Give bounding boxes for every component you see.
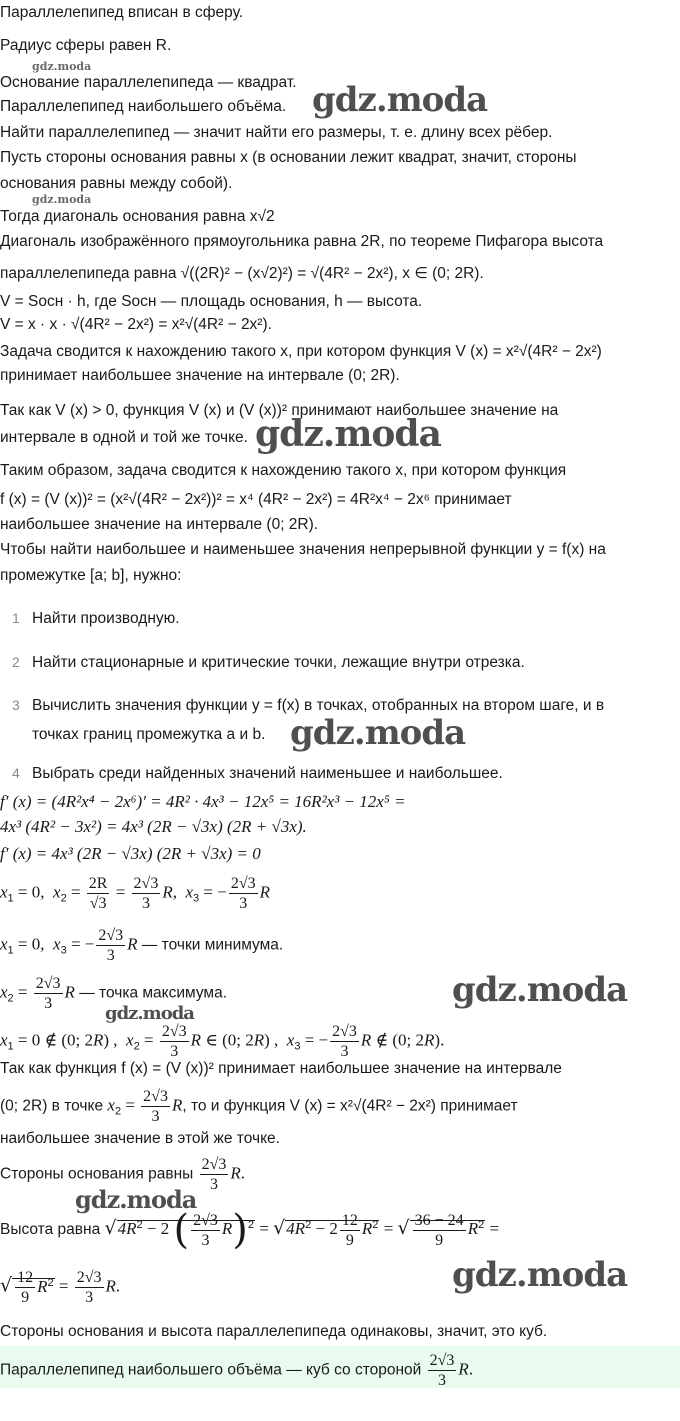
sides-line: Стороны основания равны $\frac{2√3}{3}$ R.: [0, 1156, 246, 1193]
interval-line: $x_1 = 0$ ∉ (0; 2R) , $x_2$ = $\frac{2√3}{3}$ R ∈ (0; 2R) , $x_3$ = − $\frac{2√3}{3}$ R ∉ (0; 2R).: [0, 1023, 445, 1060]
watermark-logo: gdz.moda: [105, 1003, 194, 1024]
text-line: Задача сводится к нахождению такого x, при котором функция V (x) = x²√(4R² − 2x²): [0, 343, 602, 360]
text-line: Основание параллелепипеда — квадрат.: [0, 74, 297, 91]
step-number: 1: [12, 610, 20, 626]
fraction: $\frac{2√3}{3}$: [332, 1023, 357, 1060]
step-text: точках границ промежутка a и b.: [32, 726, 266, 743]
text-line: Радиус сферы равен R.: [0, 37, 172, 54]
text-line: V = x · x · √(4R² − 2x²) = x²√(4R² − 2x²).: [0, 316, 272, 333]
text-line: Найти параллелепипед — значит найти его размеры, т. е. длину всех рёбер.: [0, 124, 553, 141]
height-line: Высота равна $√4R^2 - 2$ ( $\frac{2√3}{3}$ $R)^2 = √4R^2 - 2$ $\frac{12}{9}$ $R^2$ = √ $\frac{36 - 24}{9}$ $R^2$ =: [0, 1207, 500, 1253]
fraction: $\frac{2√3}{3}$: [76, 1269, 102, 1306]
watermark-logo: gdz.moda: [452, 1255, 628, 1295]
watermark-logo: gdz.moda: [75, 1185, 197, 1214]
fraction: $\frac{2√3}{3}$: [230, 875, 256, 912]
step-text: Вычислить значения функции y = f(x) в точках, отобранных на втором шаге, и в: [32, 697, 605, 714]
text-line: Параллелепипед наибольшего объёма.: [0, 98, 287, 115]
step-text: Найти производную.: [32, 610, 180, 627]
text-line: Таким образом, задача сводится к нахождению такого x, при котором функция: [0, 462, 567, 479]
watermark-logo: gdz.moda: [32, 60, 92, 73]
step-text: Найти стационарные и критические точки, лежащие внутри отрезка.: [32, 654, 525, 671]
text-line: принимает наибольшее значение на интервале (0; 2R).: [0, 367, 400, 384]
fraction: $\frac{12}{9}$: [17, 1269, 34, 1306]
text-line: V = Sосн · h, где Sосн — площадь основания, h — высота.: [0, 293, 423, 310]
fraction: $\frac{2√3}{3}$: [133, 875, 159, 912]
text-line: промежутке [a; b], нужно:: [0, 567, 182, 584]
text-line: Так как функция f (x) = (V (x))² принимает наибольшее значение на интервале: [0, 1060, 562, 1077]
maximum-line: $x_2$ = $\frac{2√3}{3}$ R — точка максимума.: [0, 975, 228, 1012]
minimum-line: $x_1 = 0$, $x_3$ = − $\frac{2√3}{3}$ R — точки минимума.: [0, 927, 284, 964]
text-line: (0; 2R) в точке $x_2$ = $\frac{2√3}{3}$ R, то и функция V (x) = x²√(4R² − 2x²) принимает: [0, 1088, 518, 1125]
text-line: Так как V (x) > 0, функция V (x) и (V (x))² принимают наибольшее значение на: [0, 402, 559, 419]
step-number: 2: [12, 654, 20, 670]
text-line: Параллелепипед вписан в сферу.: [0, 4, 244, 21]
watermark-logo: gdz.moda: [255, 413, 441, 455]
step-number: 3: [12, 697, 20, 713]
fraction: $\frac{2√3}{3}$: [98, 927, 124, 964]
formula-line: f′ (x) = 4x³ (2R − √3x) (2R + √3x) = 0: [0, 844, 261, 863]
watermark-logo: gdz.moda: [32, 193, 92, 206]
text-line: f (x) = (V (x))² = (x²√(4R² − 2x²))² = x⁴ (4R² − 2x²) = 4R²x⁴ − 2x⁶ принимает: [0, 491, 512, 508]
height-result-line: √ $\frac{12}{9}$ $R^2$ = $\frac{2√3}{3}$ R.: [0, 1269, 121, 1306]
step-number: 4: [12, 765, 20, 781]
fraction: $\frac{2√3}{3}$: [429, 1352, 455, 1389]
fraction: $\frac{2√3}{3}$: [161, 1023, 187, 1060]
text-line: наибольшее значение в этой же точке.: [0, 1130, 280, 1147]
text-line: Пусть стороны основания равны x (в основании лежит квадрат, значит, стороны: [0, 149, 577, 166]
text-line: интервале в одной и той же точке.: [0, 429, 248, 446]
step-text: Выбрать среди найденных значений наименьшее и наибольшее.: [32, 765, 503, 782]
text-line: параллелепипеда равна √((2R)² − (x√2)²) = √(4R² − 2x²), x ∈ (0; 2R).: [0, 265, 484, 282]
text-line: основания равны между собой).: [0, 175, 233, 192]
fraction: $\frac{2√3}{3}$: [193, 1211, 218, 1249]
fraction: $\frac{36 - 24}{9}$: [414, 1211, 464, 1249]
fraction: $\frac{2R}{√3}$: [88, 875, 108, 912]
fraction: $\frac{2√3}{3}$: [35, 975, 61, 1012]
answer-line: Параллелепипед наибольшего объёма — куб со стороной $\frac{2√3}{3}$ R.: [0, 1352, 474, 1389]
text-line: наибольшее значение на интервале (0; 2R).: [0, 516, 319, 533]
text-line: Тогда диагональ основания равна x√2: [0, 208, 275, 225]
text-line: Чтобы найти наибольшее и наименьшее значения непрерывной функции y = f(x) на: [0, 541, 606, 558]
fraction: $\frac{2√3}{3}$: [201, 1156, 227, 1193]
watermark-logo: gdz.moda: [312, 80, 488, 120]
formula-line: f′ (x) = (4R²x⁴ − 2x⁶)′ = 4R² · 4x³ − 12x⁵ = 16R²x³ − 12x⁵ =: [0, 792, 406, 811]
fraction: $\frac{2√3}{3}$: [143, 1088, 168, 1125]
text-line: Диагональ изображённого прямоугольника равна 2R, по теореме Пифагора высота: [0, 233, 604, 250]
watermark-logo: gdz.moda: [452, 970, 628, 1010]
text-line: Стороны основания и высота параллелепипеда одинаковы, значит, это куб.: [0, 1323, 548, 1340]
roots-line: $x_1 = 0$, $x_2$ = $\frac{2R}{√3}$ = $\frac{2√3}{3}$ R, $x_3$ = − $\frac{2√3}{3}$ R: [0, 875, 270, 912]
fraction: $\frac{12}{9}$: [341, 1211, 358, 1249]
watermark-logo: gdz.moda: [290, 713, 466, 753]
formula-line: 4x³ (4R² − 3x²) = 4x³ (2R − √3x) (2R + √3x).: [0, 817, 307, 836]
